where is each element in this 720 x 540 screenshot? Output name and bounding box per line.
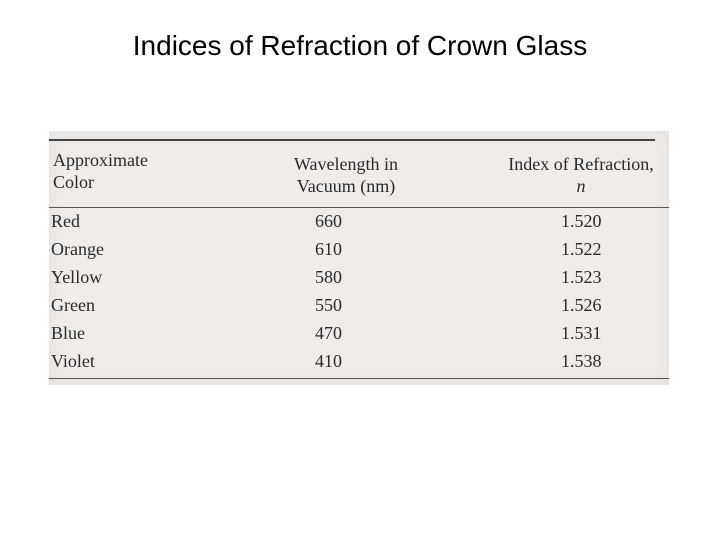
table-row: [49, 295, 669, 323]
header-color: [53, 149, 148, 193]
cell-index: 1.520: [561, 211, 602, 231]
cell-color: Red: [51, 211, 80, 231]
cell-wavelength: 470: [315, 323, 342, 343]
slide-title: Indices of Refraction of Crown Glass: [132, 30, 588, 61]
cell-wavelength: 580: [315, 267, 342, 287]
table-top-rule: [49, 139, 655, 141]
header-index: [489, 153, 669, 197]
cell-wavelength: 660: [315, 211, 342, 231]
cell-index: 1.526: [561, 295, 602, 315]
cell-index: 1.523: [561, 267, 602, 287]
cell-color: Orange: [51, 239, 104, 259]
table-row: [49, 323, 669, 351]
header-index-line1: Index of Refraction,: [508, 154, 654, 174]
refraction-table-image: [49, 131, 669, 385]
cell-index: 1.522: [561, 239, 602, 259]
cell-wavelength: 410: [315, 351, 342, 371]
table-row: [49, 351, 669, 379]
cell-wavelength: 610: [315, 239, 342, 259]
cell-color: Yellow: [51, 267, 103, 287]
table-bottom-rule: [49, 378, 669, 379]
table-row: [49, 239, 669, 267]
header-color-line2: Color: [53, 172, 95, 192]
table-row: [49, 267, 669, 295]
cell-index: 1.538: [561, 351, 602, 371]
header-wavelength-line2: Vacuum (nm): [296, 176, 396, 196]
header-color-line1: Approximate: [53, 150, 148, 170]
cell-index: 1.531: [561, 323, 602, 343]
cell-wavelength: 550: [315, 295, 342, 315]
header-index-line2: n: [576, 176, 586, 196]
header-wavelength-line1: Wavelength in: [293, 154, 399, 174]
cell-color: Violet: [51, 351, 95, 371]
cell-color: Green: [51, 295, 95, 315]
table-header-rule: [49, 207, 669, 208]
table-row: [49, 211, 669, 239]
cell-color: Blue: [51, 323, 85, 343]
header-wavelength: [261, 153, 431, 197]
